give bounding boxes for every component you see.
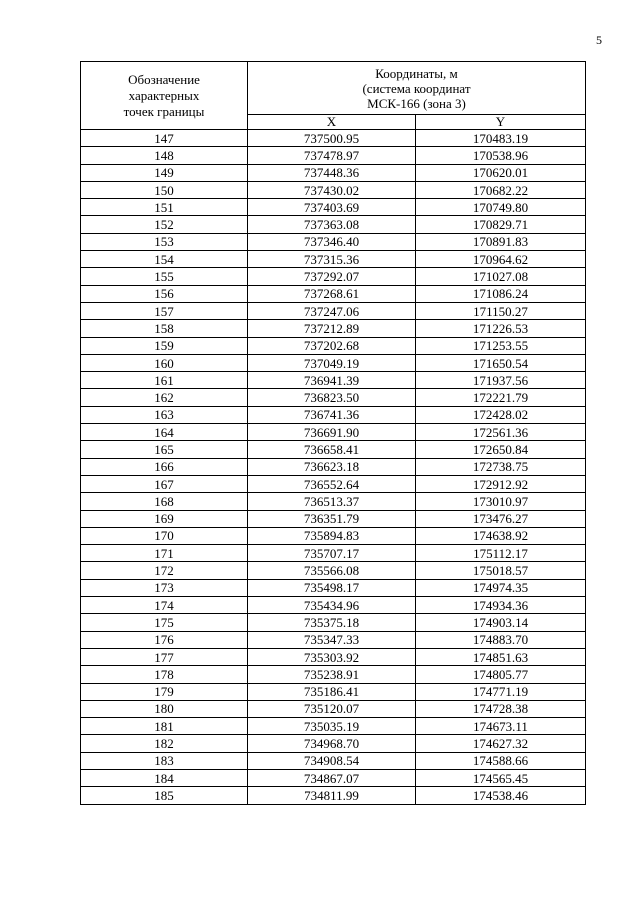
point-cell: 169 bbox=[81, 510, 248, 527]
table-row bbox=[81, 545, 586, 562]
point-cell: 161 bbox=[81, 372, 248, 389]
x-coordinate-cell: 735894.83 bbox=[248, 527, 416, 544]
table-row bbox=[81, 562, 586, 579]
point-cell: 154 bbox=[81, 251, 248, 268]
point-cell: 168 bbox=[81, 493, 248, 510]
x-coordinate-cell: 736552.64 bbox=[248, 475, 416, 492]
point-cell: 150 bbox=[81, 181, 248, 198]
point-cell: 153 bbox=[81, 233, 248, 250]
y-coordinate-cell: 174974.35 bbox=[416, 579, 586, 596]
x-coordinate-cell: 737212.89 bbox=[248, 320, 416, 337]
point-cell: 172 bbox=[81, 562, 248, 579]
table-row bbox=[81, 302, 586, 319]
x-coordinate-cell: 737500.95 bbox=[248, 130, 416, 147]
y-coordinate-cell: 174565.45 bbox=[416, 769, 586, 786]
table-row bbox=[81, 164, 586, 181]
y-coordinate-cell: 174588.66 bbox=[416, 752, 586, 769]
x-coordinate-cell: 735347.33 bbox=[248, 631, 416, 648]
point-cell: 151 bbox=[81, 199, 248, 216]
x-coordinate-cell: 734811.99 bbox=[248, 787, 416, 804]
table-body bbox=[81, 130, 586, 805]
coords-header-line: МСК-166 (зона 3) bbox=[367, 95, 466, 111]
y-coordinate-cell: 170749.80 bbox=[416, 199, 586, 216]
y-coordinate-cell: 174627.32 bbox=[416, 735, 586, 752]
point-cell: 179 bbox=[81, 683, 248, 700]
table-header bbox=[81, 62, 586, 130]
y-coordinate-cell: 172428.02 bbox=[416, 406, 586, 423]
x-coordinate-cell: 736823.50 bbox=[248, 389, 416, 406]
x-coordinate-cell: 737268.61 bbox=[248, 285, 416, 302]
y-coordinate-cell: 174934.36 bbox=[416, 597, 586, 614]
y-coordinate-cell: 174903.14 bbox=[416, 614, 586, 631]
table-row bbox=[81, 700, 586, 717]
point-cell: 158 bbox=[81, 320, 248, 337]
table-row bbox=[81, 424, 586, 441]
x-coordinate-cell: 737478.97 bbox=[248, 147, 416, 164]
x-coordinate-cell: 735035.19 bbox=[248, 718, 416, 735]
point-header-line: точек границы bbox=[123, 103, 205, 119]
table-row bbox=[81, 406, 586, 423]
point-cell: 177 bbox=[81, 648, 248, 665]
point-cell: 173 bbox=[81, 579, 248, 596]
y-coordinate-cell: 174673.11 bbox=[416, 718, 586, 735]
x-coordinate-cell: 737202.68 bbox=[248, 337, 416, 354]
point-cell: 170 bbox=[81, 527, 248, 544]
y-coordinate-cell: 175018.57 bbox=[416, 562, 586, 579]
y-coordinate-cell: 171150.27 bbox=[416, 302, 586, 319]
y-coordinate-cell: 171086.24 bbox=[416, 285, 586, 302]
point-cell: 147 bbox=[81, 130, 248, 147]
table-row bbox=[81, 181, 586, 198]
point-cell: 167 bbox=[81, 475, 248, 492]
y-coordinate-cell: 174883.70 bbox=[416, 631, 586, 648]
y-coordinate-cell: 174805.77 bbox=[416, 666, 586, 683]
y-coordinate-cell: 170483.19 bbox=[416, 130, 586, 147]
table-row bbox=[81, 787, 586, 804]
table-row bbox=[81, 372, 586, 389]
point-designation-header bbox=[81, 62, 248, 130]
x-coordinate-cell: 735186.41 bbox=[248, 683, 416, 700]
coords-header-line: Координаты, м bbox=[375, 65, 458, 81]
x-coordinate-cell: 735238.91 bbox=[248, 666, 416, 683]
table-row bbox=[81, 666, 586, 683]
x-coordinate-cell: 737292.07 bbox=[248, 268, 416, 285]
x-coordinate-cell: 735707.17 bbox=[248, 545, 416, 562]
point-cell: 156 bbox=[81, 285, 248, 302]
y-coordinate-cell: 170682.22 bbox=[416, 181, 586, 198]
y-coordinate-cell: 173010.97 bbox=[416, 493, 586, 510]
table-row bbox=[81, 337, 586, 354]
y-coordinate-cell: 171937.56 bbox=[416, 372, 586, 389]
coordinates-table bbox=[80, 61, 586, 805]
x-coordinate-cell: 736351.79 bbox=[248, 510, 416, 527]
table-row bbox=[81, 389, 586, 406]
point-cell: 182 bbox=[81, 735, 248, 752]
x-coordinate-cell: 736691.90 bbox=[248, 424, 416, 441]
x-coordinate-cell: 734968.70 bbox=[248, 735, 416, 752]
table-row bbox=[81, 147, 586, 164]
coords-header-line: (система координат bbox=[362, 80, 471, 96]
table-row bbox=[81, 510, 586, 527]
y-coordinate-cell: 170829.71 bbox=[416, 216, 586, 233]
point-cell: 180 bbox=[81, 700, 248, 717]
point-cell: 174 bbox=[81, 597, 248, 614]
x-coordinate-cell: 735303.92 bbox=[248, 648, 416, 665]
point-cell: 148 bbox=[81, 147, 248, 164]
table-row bbox=[81, 597, 586, 614]
table-row bbox=[81, 251, 586, 268]
x-coordinate-cell: 735120.07 bbox=[248, 700, 416, 717]
y-coordinate-cell: 171253.55 bbox=[416, 337, 586, 354]
y-coordinate-cell: 170620.01 bbox=[416, 164, 586, 181]
x-coordinate-cell: 735566.08 bbox=[248, 562, 416, 579]
x-coordinate-cell: 737315.36 bbox=[248, 251, 416, 268]
table-row bbox=[81, 216, 586, 233]
y-coordinate-cell: 172650.84 bbox=[416, 441, 586, 458]
y-coordinate-cell: 170538.96 bbox=[416, 147, 586, 164]
table-row bbox=[81, 683, 586, 700]
point-cell: 171 bbox=[81, 545, 248, 562]
table-row bbox=[81, 441, 586, 458]
y-coordinate-cell: 172912.92 bbox=[416, 475, 586, 492]
x-coordinate-cell: 734867.07 bbox=[248, 769, 416, 786]
table-row bbox=[81, 718, 586, 735]
x-coordinate-cell: 736513.37 bbox=[248, 493, 416, 510]
x-coordinate-cell: 735375.18 bbox=[248, 614, 416, 631]
table-row bbox=[81, 579, 586, 596]
x-coordinate-cell: 734908.54 bbox=[248, 752, 416, 769]
y-coordinate-cell: 174851.63 bbox=[416, 648, 586, 665]
point-cell: 164 bbox=[81, 424, 248, 441]
y-coordinate-cell: 172221.79 bbox=[416, 389, 586, 406]
point-cell: 163 bbox=[81, 406, 248, 423]
x-coordinate-cell: 737363.08 bbox=[248, 216, 416, 233]
y-coordinate-cell: 172561.36 bbox=[416, 424, 586, 441]
point-cell: 155 bbox=[81, 268, 248, 285]
y-coordinate-cell: 171027.08 bbox=[416, 268, 586, 285]
page-number: 5 bbox=[596, 33, 602, 47]
table-row bbox=[81, 527, 586, 544]
x-coordinate-cell: 736623.18 bbox=[248, 458, 416, 475]
table-row bbox=[81, 268, 586, 285]
point-cell: 162 bbox=[81, 389, 248, 406]
point-cell: 160 bbox=[81, 354, 248, 371]
point-cell: 157 bbox=[81, 302, 248, 319]
y-coordinate-cell: 174538.46 bbox=[416, 787, 586, 804]
point-header-line: характерных bbox=[128, 87, 200, 103]
x-coordinate-cell: 736741.36 bbox=[248, 406, 416, 423]
y-coordinate-cell: 171650.54 bbox=[416, 354, 586, 371]
table-row bbox=[81, 648, 586, 665]
y-coordinate-cell: 174728.38 bbox=[416, 700, 586, 717]
point-cell: 166 bbox=[81, 458, 248, 475]
point-cell: 185 bbox=[81, 787, 248, 804]
y-coordinate-cell: 174638.92 bbox=[416, 527, 586, 544]
x-coordinate-cell: 736658.41 bbox=[248, 441, 416, 458]
table-row bbox=[81, 631, 586, 648]
table-row bbox=[81, 233, 586, 250]
x-coordinate-cell: 737247.06 bbox=[248, 302, 416, 319]
x-coordinate-cell: 737346.40 bbox=[248, 233, 416, 250]
y-coordinate-cell: 175112.17 bbox=[416, 545, 586, 562]
table-row bbox=[81, 493, 586, 510]
x-coordinate-cell: 737448.36 bbox=[248, 164, 416, 181]
point-cell: 152 bbox=[81, 216, 248, 233]
point-cell: 183 bbox=[81, 752, 248, 769]
point-cell: 149 bbox=[81, 164, 248, 181]
table-row bbox=[81, 320, 586, 337]
coordinates-group-header bbox=[248, 62, 586, 115]
y-coordinate-cell: 170891.83 bbox=[416, 233, 586, 250]
point-cell: 175 bbox=[81, 614, 248, 631]
table-row bbox=[81, 354, 586, 371]
table-row bbox=[81, 130, 586, 147]
table-row bbox=[81, 769, 586, 786]
point-cell: 184 bbox=[81, 769, 248, 786]
x-coordinate-cell: 737403.69 bbox=[248, 199, 416, 216]
y-coordinate-cell: 172738.75 bbox=[416, 458, 586, 475]
table-row bbox=[81, 475, 586, 492]
y-coordinate-cell: 174771.19 bbox=[416, 683, 586, 700]
y-coordinate-cell: 170964.62 bbox=[416, 251, 586, 268]
table-row bbox=[81, 458, 586, 475]
point-cell: 176 bbox=[81, 631, 248, 648]
point-cell: 178 bbox=[81, 666, 248, 683]
table-row bbox=[81, 285, 586, 302]
point-cell: 165 bbox=[81, 441, 248, 458]
table-row bbox=[81, 614, 586, 631]
table-row bbox=[81, 752, 586, 769]
y-column-header: Y bbox=[416, 115, 586, 130]
point-cell: 159 bbox=[81, 337, 248, 354]
x-coordinate-cell: 736941.39 bbox=[248, 372, 416, 389]
y-coordinate-cell: 173476.27 bbox=[416, 510, 586, 527]
table-row bbox=[81, 735, 586, 752]
point-header-line: Обозначение bbox=[128, 71, 200, 87]
x-coordinate-cell: 737049.19 bbox=[248, 354, 416, 371]
point-cell: 181 bbox=[81, 718, 248, 735]
table-row bbox=[81, 199, 586, 216]
x-coordinate-cell: 735434.96 bbox=[248, 597, 416, 614]
x-column-header: X bbox=[248, 115, 416, 130]
x-coordinate-cell: 735498.17 bbox=[248, 579, 416, 596]
x-coordinate-cell: 737430.02 bbox=[248, 181, 416, 198]
y-coordinate-cell: 171226.53 bbox=[416, 320, 586, 337]
